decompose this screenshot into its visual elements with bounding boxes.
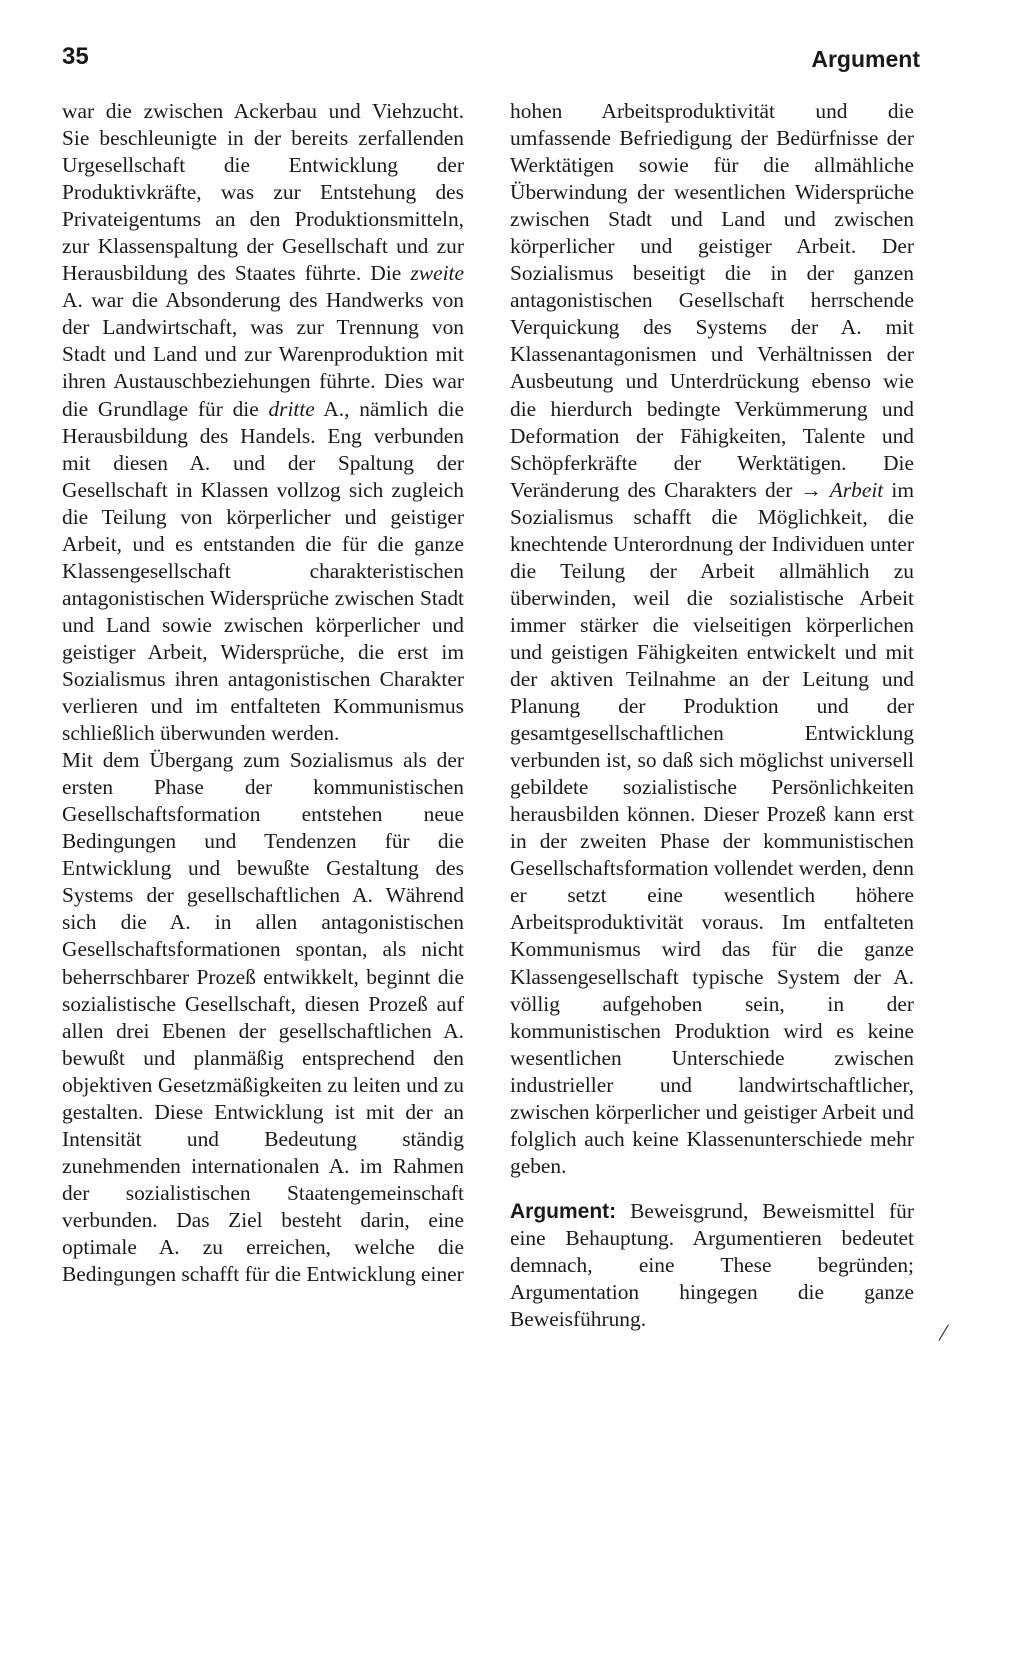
entry-definition: Beweisgrund, Beweismittel für eine Behauptung. Argumentieren bedeutet demnach, eine These begründen; Argumentation hingegen die ganze Beweisführung. <box>510 1198 914 1332</box>
left-column <box>62 98 464 1288</box>
right-paragraph-1 <box>510 98 914 1180</box>
margin-mark: / <box>937 1317 951 1348</box>
left-paragraph-2: Mit dem Übergang zum Sozialismus als der ersten Phase der kommunistischen Gesellschaftsformation entstehen neue Bedingungen und Tendenzen für die Entwicklung und bewußte Gestaltung des Systems der gesellschaftlichen A. Während sich die A. in allen antagonistischen Gesellschaftsformationen spontan, als nicht beherrschbarer Prozeß entwikkelt, beginnt die sozialistische Gesellschaft, diesen Prozeß auf allen drei Ebenen der gesellschaftlichen A. bewußt und planmäßig entsprechend den objektiven Gesetzmäßigkeiten zu leiten und zu gestalten. Diese Entwicklung ist mit der an Intensität und Bedeutung ständig zunehmenden internationalen A. im Rahmen der sozialistischen Staatengemeinschaft verbunden. Das Ziel besteht darin, eine optimale A. zu erreichen, welche die Bedingungen schafft für die Entwicklung einer <box>62 748 464 1287</box>
right-column <box>510 98 914 1333</box>
emphasis-zweite: zweite <box>410 261 464 286</box>
emphasis-dritte: dritte <box>268 396 315 421</box>
cross-reference-arbeit[interactable]: → Arbeit <box>800 477 884 502</box>
text-run: A., nämlich die Herausbildung des Handels. Eng verbunden mit diesen A. und der Spaltung der Gesellschaft in Klassen vollzog sich zugleich die Teilung von körperlicher und geistiger Arbeit, und es entstanden die für die ganze Klassengesellschaft charakteristischen antagonistischen Widersprüche zwischen Stadt und Land sowie zwischen körperlicher und geistiger Arbeit, Widersprüche, die erst im Sozialismus ihren antagonistischen Charakter verlieren und im entfalteten Kommunismus schließlich überwunden werden. <box>62 396 464 746</box>
text-run: A. war die Absonderung des Handwerks von der Landwirtschaft, was zur Trennung von Stadt und Land und zur Warenproduktion mit ihren Austauschbeziehungen führte. Dies war die Grundlage für die <box>62 288 464 421</box>
left-paragraph-1 <box>62 98 464 747</box>
page-number: 35 <box>62 43 89 70</box>
text-run: hohen Arbeitsproduktivität und die umfassende Befriedigung der Bedürfnisse der Werktätigen sowie für die allmähliche Überwindung der wesentlichen Widersprüche zwischen Stadt und Land und zwischen körperlicher und geistiger Arbeit. Der Sozialismus beseitigt die in der ganzen antagonistischen Gesellschaft herrschende Verquickung des Systems der A. mit Klassenantagonismen und Verhältnissen der Ausbeutung und Unterdrückung ebenso wie die hierdurch bedingte Verkümmerung und Deformation der Fähigkeiten, Talente und Schöpferkräfte der Werktätigen. Die Veränderung des Charakters der <box>510 99 914 502</box>
dictionary-entry-argument <box>510 1198 914 1333</box>
entry-term: Argument: <box>510 1199 617 1223</box>
running-head: Argument <box>811 46 920 72</box>
text-run: war die zwischen Ackerbau und Viehzucht. Sie beschleunigte in der bereits zerfallenden Urgesellschaft die Entwicklung der Produktivkräfte, was zur Entstehung des Privateigentums an den Produktionsmitteln, zur Klassenspaltung der Gesellschaft und zur Herausbildung des Staates führte. Die <box>62 99 464 286</box>
text-run: im Sozialismus schafft die Möglichkeit, die knechtende Unterordnung der Individuen unter die Teilung der Arbeit allmählich zu überwinden, weil die sozialistische Arbeit immer stärker die vielseitigen körperlichen und geistigen Fähigkeiten entwickelt und mit der aktiven Teilnahme an der Leitung und Planung der Produktion und der gesamtgesellschaftlichen Entwicklung verbunden ist, so daß sich möglichst universell gebildete sozialistische Persönlichkeiten herausbilden können. Dieser Prozeß kann erst in der zweiten Phase der kommunistischen Gesellschaftsformation vollendet werden, denn er setzt eine wesentlich höhere Arbeitsproduktivität voraus. Im entfalteten Kommunismus wird das für die ganze Klassengesellschaft typische System der A. völlig aufgehoben sein, in der kommunistischen Produktion wird es keine wesentlichen Unterschiede zwischen industrieller und landwirtschaftlicher, zwischen körperlicher und geistiger Arbeit und folglich auch keine Klassenunterschiede mehr geben. <box>510 477 914 1178</box>
